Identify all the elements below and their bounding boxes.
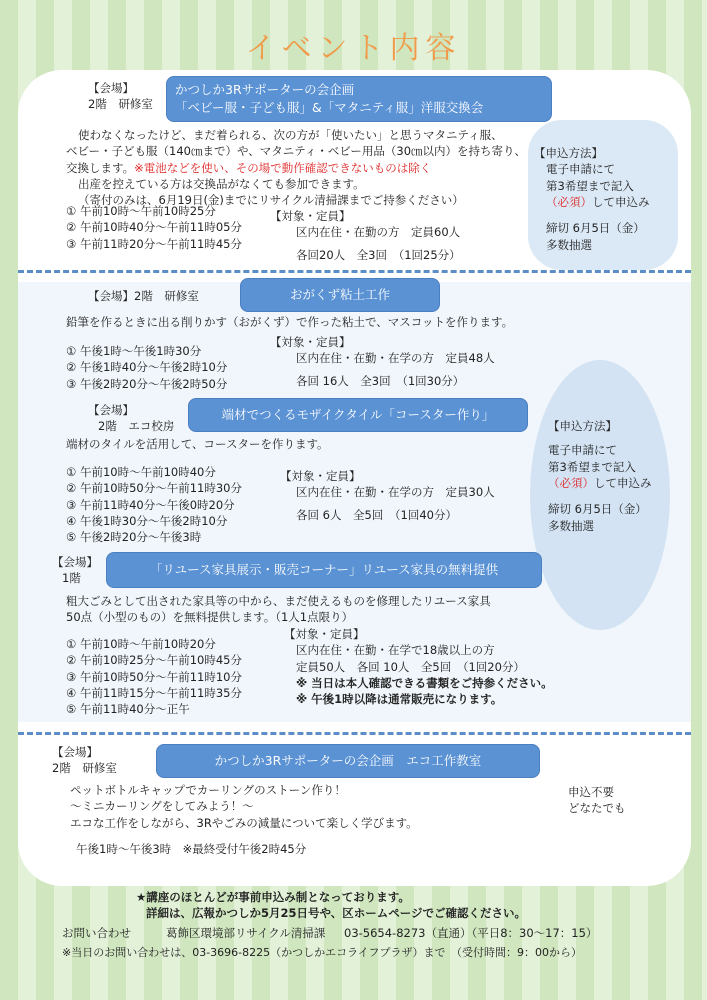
target-label: 【対象・定員】: [270, 335, 351, 349]
venue: 2階 研修室: [52, 761, 117, 775]
target-label: 【対象・定員】: [270, 209, 351, 223]
desc-line: （寄付のみは、6月19日(金)までにリサイクル清掃課までご持参ください）: [78, 193, 464, 208]
footer-notice: ★講座のほとんどが事前申込み制となっております。: [136, 890, 410, 904]
venue-label: 【会場】: [88, 81, 134, 95]
apply-text: して申込み: [594, 475, 652, 490]
event-banner: かつしか3Rサポーターの会企画 エコ工作教室: [156, 744, 540, 778]
time-slot: ① 午前10時～午前10時25分: [66, 204, 216, 218]
time-list: [66, 343, 227, 392]
target-block: [284, 626, 553, 708]
event-description: 鉛筆を作るときに出る削りかす（おがくず）で作った粘土で、マスコットを作ります。: [66, 315, 514, 329]
time-slot: ① 午前10時～午前10時20分: [66, 637, 216, 651]
desc-line: [66, 160, 536, 176]
target-line: 各回 16人 全3回 （1回30分）: [296, 373, 465, 388]
notice-line: ※ 午後1時以降は通常販売になります。: [296, 692, 503, 707]
contact-label: お問い合わせ: [62, 926, 131, 940]
apply-method: [534, 145, 650, 253]
time-slot: ③ 午前11時40分～午後0時20分: [66, 497, 235, 512]
apply-line: 第3希望まで記入: [548, 459, 636, 474]
event-description: [66, 127, 536, 209]
time-slot: ⑤ 午後2時20分～午後3時: [66, 530, 202, 545]
same-day-contact: ※当日のお問い合わせは、03-3696-8225（かつしかエコライフプラザ）まで （受付時間：9：00から）: [62, 946, 582, 959]
time-list: [66, 636, 242, 718]
apply-method: [548, 418, 652, 534]
apply-line: どなたでも: [568, 801, 626, 816]
apply-line: 電子申請にて: [548, 443, 617, 458]
apply-deadline: 締切 6月5日（金）: [546, 221, 645, 236]
time-slot: ② 午前10時40分～午前11時05分: [66, 220, 242, 235]
section-divider: [18, 270, 691, 273]
apply-label: 【申込方法】: [534, 146, 603, 160]
desc-text: 交換します。: [66, 160, 135, 175]
desc-line: 粗大ごみとして出された家具等の中から、まだ使えるものを修理したリユース家具: [66, 594, 491, 608]
apply-label: 【申込方法】: [548, 419, 617, 433]
contact-org: 葛飾区環境部リサイクル清掃課: [166, 926, 326, 940]
time-list: [66, 464, 242, 546]
apply-line: 電子申請にて: [546, 162, 615, 177]
event-banner: 端材でつくるモザイクタイル「コースター作り」: [188, 398, 528, 432]
banner-line: かつしか3Rサポーターの会企画: [175, 82, 355, 98]
time-slot: ④ 午前11時15分～午前11時35分: [66, 685, 242, 700]
apply-line: 申込不要: [568, 785, 614, 799]
venue-label: 【会場】2階 研修室: [88, 289, 199, 303]
apply-required: （必須）: [548, 475, 594, 490]
apply-line: 第3希望まで記入: [546, 178, 634, 193]
target-line: 定員50人 各回 10人 全5回 （1回20分）: [296, 659, 525, 674]
target-label: 【対象・定員】: [284, 627, 365, 641]
desc-line: 使わなくなったけど、まだ着られる、次の方が「使いたい」と思うマタニティ服、: [78, 128, 503, 142]
venue-label: 【会場】: [52, 555, 98, 569]
target-line: 区内在住・在勤の方 定員60人: [296, 225, 461, 240]
target-block: [280, 468, 495, 523]
target-line: 区内在住・在勤・在学の方 定員48人: [296, 351, 495, 366]
venue-label: 【会場】: [88, 403, 134, 417]
apply-line: [548, 475, 652, 491]
target-line: 各回 6人 全5回 （1回40分）: [296, 507, 457, 522]
desc-line: エコな工作をしながら、3Rやごみの減量について楽しく学びます。: [70, 815, 418, 830]
target-block: [270, 208, 461, 263]
time-list: [66, 203, 242, 252]
apply-line: [546, 194, 650, 210]
event-description: [66, 593, 546, 626]
apply-lottery: 多数抽選: [546, 237, 592, 252]
apply-required: （必須）: [546, 194, 592, 209]
apply-method: [568, 784, 626, 817]
time-slot: ③ 午後2時20分～午後2時50分: [66, 376, 228, 391]
apply-lottery: 多数抽選: [548, 518, 594, 533]
footer-notice: 詳細は、広報かつしか5月25日号や、区ホームページでご確認ください。: [146, 906, 527, 920]
time-slot: ① 午後1時～午後1時30分: [66, 344, 202, 358]
page-title: イベント内容: [245, 31, 462, 66]
event-banner: 「リユース家具展示・販売コーナー」リユース家具の無料提供: [106, 552, 542, 588]
event-description: 端材のタイルを活用して、コースターを作ります。: [66, 437, 329, 451]
desc-line: ベビー・子ども服（140㎝まで）や、マタニティ・ベビー用品（30㎝以内）を持ち寄り、: [66, 144, 527, 159]
time-slot: ② 午前10時25分～午前10時45分: [66, 653, 242, 668]
time-slot: ④ 午後1時30分～午後2時10分: [66, 513, 228, 528]
target-label: 【対象・定員】: [280, 469, 361, 483]
time-slot: ① 午前10時～午前10時40分: [66, 465, 216, 479]
event-description: [70, 782, 540, 831]
event-banner: おがくず粘土工作: [240, 278, 440, 312]
time-slot: ⑤ 午前11時40分～正午: [66, 702, 190, 717]
desc-line: ペットボトルキャップでカーリングのストーン作り！: [70, 783, 346, 797]
time-slot: ③ 午前10時50分～午前11時10分: [66, 669, 242, 684]
venue-label: 【会場】: [52, 745, 98, 759]
apply-deadline: 締切 6月5日（金）: [548, 502, 647, 517]
venue: 2階 エコ校房: [98, 419, 175, 433]
time-slot: ③ 午前11時20分～午前11時45分: [66, 236, 242, 251]
venue: 1階: [62, 571, 81, 585]
event-banner: [166, 76, 552, 122]
target-line: 各回20人 全3回 （1回25分）: [296, 247, 461, 262]
desc-line: ～ミニカーリングをしてみよう！～: [70, 799, 254, 814]
desc-line: 50点（小型のもの）を無料提供します。（1人1点限り）: [66, 610, 354, 625]
apply-text: して申込み: [592, 194, 650, 209]
contact-phone: 03-5654-8273（直通）（平日8：30～17：15）: [344, 926, 598, 940]
section-divider: [18, 732, 691, 735]
time-slot: ② 午前10時50分～午前11時30分: [66, 481, 242, 496]
desc-line: 出産を控えている方は交換品がなくても参加できます。: [78, 176, 365, 191]
notice-line: ※ 当日は本人確認できる書類をご持参ください。: [296, 675, 553, 690]
desc-warning: ※電池などを使い、その場で動作確認できないものは除く: [134, 160, 432, 175]
time-slot: ② 午後1時40分～午後2時10分: [66, 360, 228, 375]
banner-line: 「ベビー服・子ども服」&「マタニティ服」洋服交換会: [175, 100, 484, 115]
target-block: [270, 334, 495, 389]
venue: 2階 研修室: [88, 97, 153, 111]
time-slot: 午後1時～午後3時 ※最終受付午後2時45分: [76, 842, 307, 856]
target-line: 区内在住・在勤・在学の方 定員30人: [296, 485, 495, 500]
target-line: 区内在住・在勤・在学で18歳以上の方: [296, 643, 495, 658]
